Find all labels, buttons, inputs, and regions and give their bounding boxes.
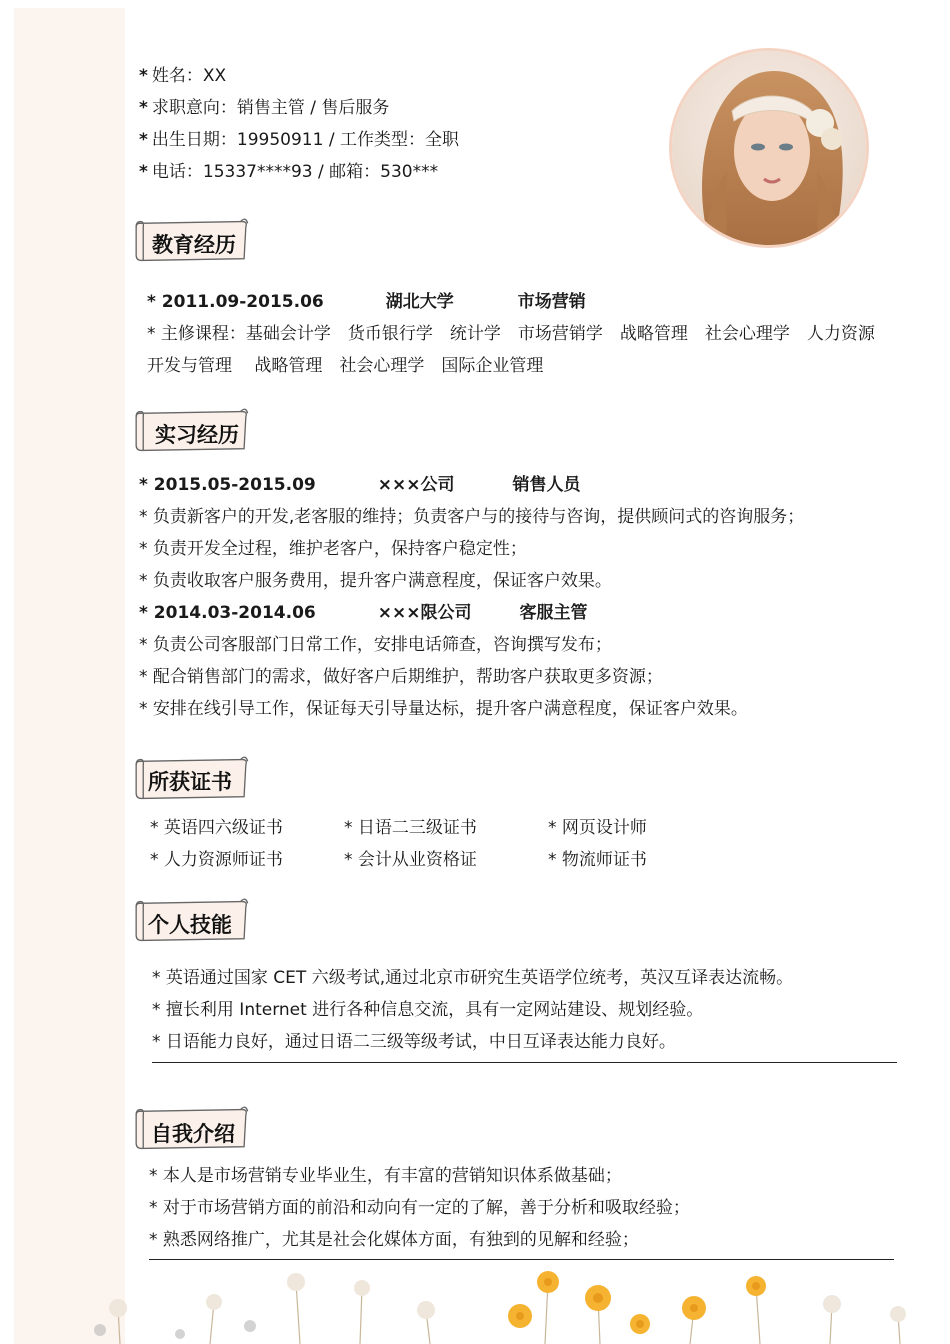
education-courses-line2: 开发与管理 战略管理 社会心理学 国际企业管理 (147, 356, 544, 376)
intro-content (149, 1162, 690, 1258)
cert-item: * 物流师证书 (548, 850, 647, 870)
cert-item: * 日语二三级证书 (344, 818, 477, 838)
cert-item: * 人力资源师证书 (150, 850, 283, 870)
job1-duty: * 负责新客户的开发,老客服的维持；负责客户与的接待与咨询，提供顾问式的咨询服务； (139, 507, 805, 527)
intro-item: * 本人是市场营销专业毕业生，有丰富的营销知识体系做基础； (149, 1166, 622, 1186)
skill-item: * 擅长利用 Internet 进行各种信息交流，具有一定网站建设、规划经验。 (152, 1000, 704, 1020)
info-contact: * 电话：15337****93 / 邮箱：530*** (139, 162, 439, 182)
info-name: * 姓名：XX (139, 66, 227, 86)
cert-item: * 网页设计师 (548, 818, 647, 838)
job2-duty: * 配合销售部门的需求，做好客户后期维护，帮助客户获取更多资源； (139, 667, 663, 687)
cert-row (150, 814, 750, 846)
personal-info (139, 62, 459, 190)
profile-photo (669, 48, 869, 248)
job1-duty: * 负责开发全过程，维护老客户，保持客户稳定性； (139, 539, 527, 559)
internship-content (139, 471, 804, 727)
certificates-grid (150, 814, 750, 878)
education-content (147, 288, 875, 384)
job1-header-row: * 2015.05-2015.09 ×××公司 销售人员 (139, 475, 581, 495)
job2-duty: * 负责公司客服部门日常工作，安排电话筛查，咨询撰写发布； (139, 635, 612, 655)
cert-item: * 会计从业资格证 (344, 850, 477, 870)
skills-content (152, 964, 793, 1060)
side-decor-strip (14, 8, 125, 1344)
education-header-row: * 2011.09-2015.06 湖北大学 市场营销 (147, 292, 586, 312)
info-intent: * 求职意向：销售主管 / 售后服务 (139, 98, 390, 118)
section-title-intro: 自我介绍 (151, 1122, 235, 1146)
skill-item: * 日语能力良好，通过日语二三级等级考试，中日互译表达能力良好。 (152, 1032, 676, 1052)
flower-decoration (0, 1268, 950, 1344)
info-birth: * 出生日期：19950911 / 工作类型：全职 (139, 130, 459, 150)
section-title-certificates: 所获证书 (148, 770, 232, 794)
education-courses-line1: * 主修课程：基础会计学 货币银行学 统计学 市场营销学 战略管理 社会心理学 人力资源 (147, 324, 875, 344)
cert-item: * 英语四六级证书 (150, 818, 283, 838)
intro-item: * 对于市场营销方面的前沿和动向有一定的了解，善于分析和吸取经验； (149, 1198, 690, 1218)
job1-duty: * 负责收取客户服务费用，提升客户满意程度，保证客户效果。 (139, 571, 612, 591)
section-title-education: 教育经历 (152, 233, 236, 257)
intro-item: * 熟悉网络推广，尤其是社会化媒体方面，有独到的见解和经验； (149, 1230, 639, 1250)
intro-divider (149, 1259, 894, 1260)
section-title-internship: 实习经历 (155, 423, 239, 447)
section-title-skills: 个人技能 (148, 913, 232, 937)
skills-divider (152, 1062, 897, 1063)
skill-item: * 英语通过国家 CET 六级考试,通过北京市研究生英语学位统考，英汉互译表达流畅。 (152, 968, 794, 988)
job2-duty: * 安排在线引导工作，保证每天引导量达标，提升客户满意程度，保证客户效果。 (139, 699, 748, 719)
portrait-image (672, 51, 866, 245)
job2-header-row: * 2014.03-2014.06 ×××限公司 客服主管 (139, 603, 588, 623)
cert-row (150, 846, 750, 878)
